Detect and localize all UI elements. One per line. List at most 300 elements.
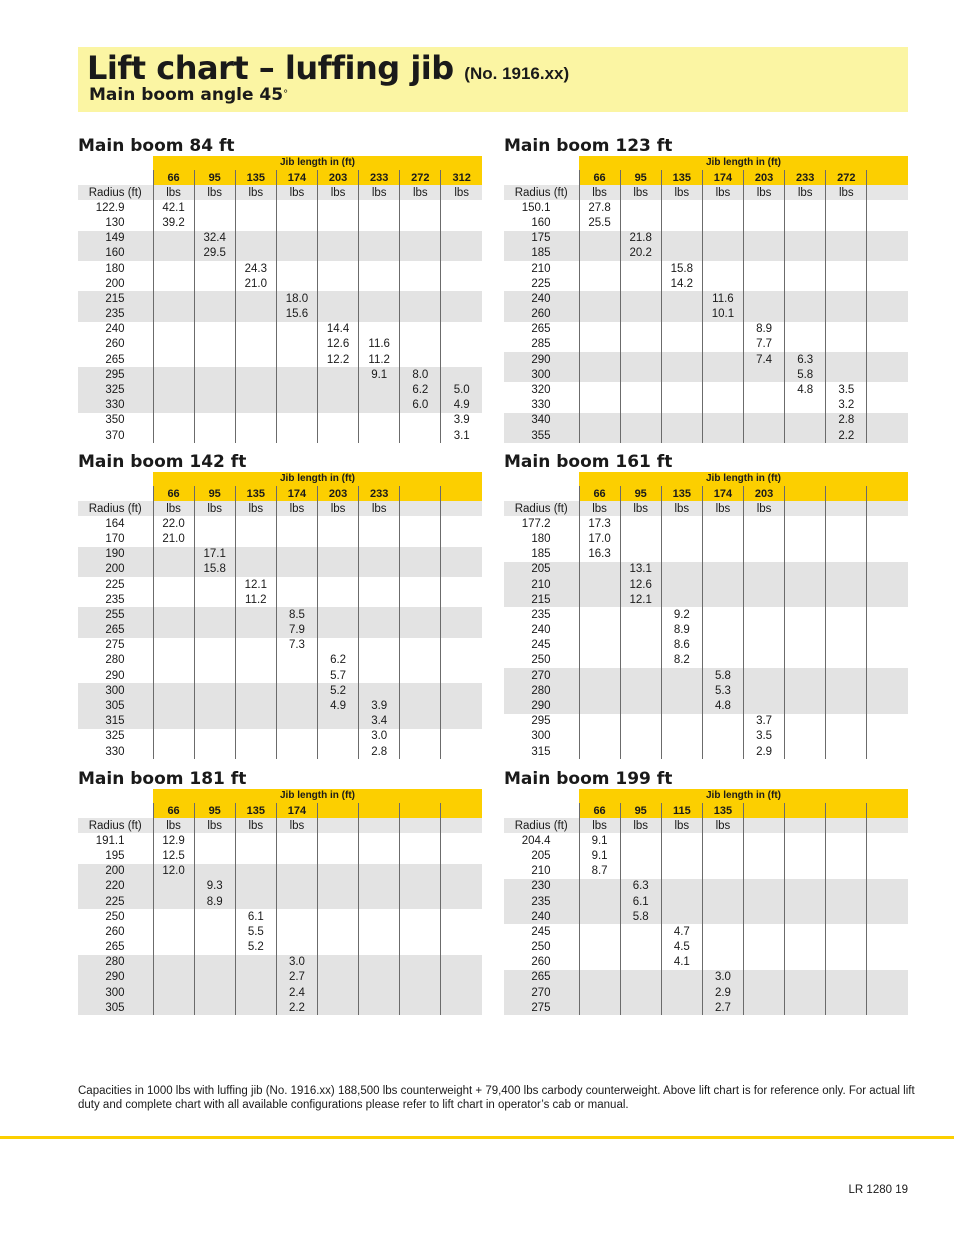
capacity-cell: 6.3: [620, 879, 661, 894]
table-row: [504, 246, 908, 261]
corner-cell: [504, 789, 579, 803]
table-title: Main boom 181 ft: [78, 769, 247, 789]
radius-cell: 245: [504, 924, 579, 939]
capacity-cell: 11.6: [359, 337, 400, 352]
jib-length-col-header: 174: [276, 803, 317, 818]
capacity-cell: [441, 894, 482, 909]
capacity-cell: [441, 562, 482, 577]
capacity-cell: [744, 668, 785, 683]
radius-cell: 180: [78, 261, 153, 276]
capacity-cell: [318, 413, 359, 428]
capacity-cell: [785, 276, 826, 291]
capacity-cell: [276, 940, 317, 955]
capacity-cell: [702, 653, 743, 668]
radius-label: Radius (ft): [78, 818, 153, 833]
table-row: [78, 413, 482, 428]
capacity-cell: [744, 683, 785, 698]
capacity-cell: 6.1: [235, 909, 276, 924]
jib-length-col-header: 203: [318, 486, 359, 501]
capacity-cell: [620, 291, 661, 306]
capacity-cell: [744, 246, 785, 261]
capacity-cell: [579, 562, 620, 577]
capacity-cell: 3.9: [359, 698, 400, 713]
capacity-cell: [359, 864, 400, 879]
capacity-cell: 27.8: [579, 200, 620, 215]
capacity-cell: [661, 909, 702, 924]
capacity-cell: [400, 531, 441, 546]
capacity-cell: [359, 200, 400, 215]
corner-cell: [504, 170, 579, 185]
capacity-cell: 9.1: [359, 367, 400, 382]
table-row: [78, 607, 482, 622]
capacity-cell: [153, 985, 194, 1000]
capacity-cell: 21.0: [235, 276, 276, 291]
jib-length-header: Jib length in (ft): [153, 156, 482, 170]
capacity-cell: [441, 607, 482, 622]
capacity-cell: [579, 879, 620, 894]
capacity-cell: [620, 398, 661, 413]
radius-cell: 350: [78, 413, 153, 428]
capacity-cell: [276, 231, 317, 246]
capacity-cell: [153, 562, 194, 577]
capacity-cell: 2.2: [276, 1000, 317, 1015]
capacity-cell: [153, 592, 194, 607]
capacity-cell: [400, 729, 441, 744]
capacity-cell: [744, 848, 785, 863]
capacity-cell: [785, 562, 826, 577]
table-title: Main boom 199 ft: [504, 769, 673, 789]
table-row: [78, 276, 482, 291]
capacity-cell: 7.9: [276, 623, 317, 638]
capacity-cell: [785, 985, 826, 1000]
capacity-cell: [579, 894, 620, 909]
capacity-cell: [661, 894, 702, 909]
table-row: [78, 653, 482, 668]
capacity-cell: 12.9: [153, 833, 194, 848]
capacity-cell: 25.5: [579, 215, 620, 230]
capacity-cell: 3.0: [359, 729, 400, 744]
capacity-cell: [153, 307, 194, 322]
jib-length-header-row: [504, 472, 908, 486]
capacity-cell: [441, 231, 482, 246]
jib-length-col-header: 95: [194, 803, 235, 818]
capacity-cell: [235, 337, 276, 352]
capacity-cell: [153, 924, 194, 939]
capacity-cell: 2.4: [276, 985, 317, 1000]
capacity-cell: [318, 291, 359, 306]
capacity-cell: [620, 261, 661, 276]
capacity-cell: [318, 592, 359, 607]
capacity-cell: [359, 276, 400, 291]
capacity-cell: [194, 924, 235, 939]
capacity-cell: [702, 428, 743, 443]
capacity-cell: [276, 668, 317, 683]
capacity-cell: [400, 909, 441, 924]
capacity-cell: [867, 562, 908, 577]
capacity-cell: [785, 413, 826, 428]
capacity-cell: [867, 653, 908, 668]
capacity-cell: [318, 985, 359, 1000]
capacity-cell: 8.2: [661, 653, 702, 668]
jib-length-header: Jib length in (ft): [579, 472, 908, 486]
capacity-cell: 12.6: [620, 577, 661, 592]
capacity-cell: [867, 833, 908, 848]
jib-length-header: Jib length in (ft): [153, 472, 482, 486]
capacity-cell: 5.5: [235, 924, 276, 939]
unit-cell: lbs: [235, 185, 276, 200]
capacity-cell: [359, 1000, 400, 1015]
radius-cell: 340: [504, 413, 579, 428]
capacity-cell: [194, 848, 235, 863]
capacity-cell: [153, 653, 194, 668]
capacity-cell: [441, 698, 482, 713]
capacity-cell: [276, 516, 317, 531]
capacity-cell: [826, 940, 867, 955]
capacity-cell: [579, 924, 620, 939]
capacity-cell: [785, 924, 826, 939]
unit-cell: lbs: [702, 818, 743, 833]
jib-length-col-header: [826, 803, 867, 818]
unit-cell: lbs: [235, 818, 276, 833]
unit-cell: lbs: [579, 818, 620, 833]
capacity-cell: [153, 638, 194, 653]
unit-cell: [400, 818, 441, 833]
capacity-cell: [276, 698, 317, 713]
capacity-cell: [785, 623, 826, 638]
capacity-cell: [826, 516, 867, 531]
capacity-cell: [153, 683, 194, 698]
table-row: [78, 547, 482, 562]
capacity-cell: [620, 215, 661, 230]
capacity-cell: [153, 970, 194, 985]
table-row: [78, 291, 482, 306]
capacity-cell: [194, 367, 235, 382]
capacity-cell: 5.7: [318, 668, 359, 683]
capacity-cell: [194, 215, 235, 230]
capacity-cell: [702, 547, 743, 562]
capacity-cell: [744, 367, 785, 382]
table-row: [504, 322, 908, 337]
table-row: [78, 668, 482, 683]
radius-cell: 355: [504, 428, 579, 443]
jib-length-header-row: [78, 789, 482, 803]
capacity-cell: [579, 322, 620, 337]
radius-cell: 235: [78, 307, 153, 322]
capacity-cell: [276, 215, 317, 230]
capacity-cell: 12.0: [153, 864, 194, 879]
capacity-cell: 21.8: [620, 231, 661, 246]
jib-length-col-header: [400, 486, 441, 501]
capacity-cell: [359, 894, 400, 909]
capacity-cell: [441, 246, 482, 261]
table-row: [504, 231, 908, 246]
capacity-cell: [400, 352, 441, 367]
capacity-cell: [400, 683, 441, 698]
radius-cell: 260: [78, 337, 153, 352]
capacity-cell: [359, 879, 400, 894]
capacity-cell: [153, 744, 194, 759]
capacity-cell: [867, 683, 908, 698]
radius-cell: 210: [504, 864, 579, 879]
table-title: Main boom 123 ft: [504, 136, 673, 156]
table-row: [78, 592, 482, 607]
capacity-cell: [400, 413, 441, 428]
capacity-cell: [620, 516, 661, 531]
capacity-cell: [400, 1000, 441, 1015]
table-row: [78, 985, 482, 1000]
capacity-cell: 3.7: [744, 714, 785, 729]
unit-cell: lbs: [702, 185, 743, 200]
capacity-cell: [867, 864, 908, 879]
capacity-cell: [276, 398, 317, 413]
units-row: [504, 501, 908, 516]
capacity-cell: [826, 879, 867, 894]
capacity-cell: [441, 215, 482, 230]
capacity-cell: [867, 398, 908, 413]
capacity-cell: [661, 428, 702, 443]
unit-cell: lbs: [359, 501, 400, 516]
capacity-cell: [620, 337, 661, 352]
capacity-cell: [441, 668, 482, 683]
capacity-cell: [194, 531, 235, 546]
unit-cell: lbs: [194, 818, 235, 833]
capacity-cell: 2.9: [702, 985, 743, 1000]
capacity-cell: [579, 683, 620, 698]
capacity-cell: [359, 638, 400, 653]
capacity-cell: [441, 1000, 482, 1015]
capacity-cell: [318, 428, 359, 443]
jib-length-col-header: [785, 803, 826, 818]
capacity-cell: [359, 833, 400, 848]
radius-cell: 290: [504, 698, 579, 713]
capacity-cell: [661, 246, 702, 261]
table-row: [504, 985, 908, 1000]
capacity-cell: [826, 261, 867, 276]
capacity-cell: [785, 955, 826, 970]
capacity-cell: [441, 879, 482, 894]
capacity-cell: 8.9: [661, 623, 702, 638]
capacity-cell: [867, 547, 908, 562]
capacity-cell: [702, 638, 743, 653]
radius-cell: 190: [78, 547, 153, 562]
capacity-cell: [826, 322, 867, 337]
unit-cell: [400, 501, 441, 516]
table-row: [78, 352, 482, 367]
capacity-cell: [744, 879, 785, 894]
table-row: [504, 531, 908, 546]
capacity-cell: [359, 413, 400, 428]
capacity-cell: [744, 940, 785, 955]
lift-table-181ft: [78, 769, 482, 1015]
degree-symbol: °: [283, 89, 289, 100]
capacity-cell: [153, 322, 194, 337]
capacity-cell: [194, 698, 235, 713]
capacity-cell: [235, 970, 276, 985]
unit-cell: lbs: [235, 501, 276, 516]
capacity-cell: [661, 698, 702, 713]
capacity-cell: 39.2: [153, 215, 194, 230]
jib-length-col-header: [318, 803, 359, 818]
capacity-cell: [867, 322, 908, 337]
capacity-cell: [620, 607, 661, 622]
capacity-cell: [867, 698, 908, 713]
capacity-cell: [235, 547, 276, 562]
capacity-cell: [235, 531, 276, 546]
capacity-cell: 6.2: [400, 382, 441, 397]
capacity-cell: [702, 322, 743, 337]
capacity-cell: [620, 382, 661, 397]
jib-length-col-header: 272: [400, 170, 441, 185]
radius-cell: 164: [78, 516, 153, 531]
capacity-cell: 13.1: [620, 562, 661, 577]
capacity-cell: [441, 307, 482, 322]
radius-cell: 260: [504, 955, 579, 970]
capacity-cell: [153, 668, 194, 683]
capacity-cell: [702, 531, 743, 546]
capacity-cell: [441, 577, 482, 592]
capacity-cell: [318, 398, 359, 413]
capacity-cell: [867, 955, 908, 970]
capacity-cell: [620, 848, 661, 863]
radius-cell: 275: [78, 638, 153, 653]
capacity-cell: 7.4: [744, 352, 785, 367]
capacity-cell: [826, 276, 867, 291]
table-row: [78, 577, 482, 592]
capacity-cell: [276, 352, 317, 367]
capacity-cell: [194, 322, 235, 337]
capacity-cell: [785, 577, 826, 592]
capacity-cell: [235, 291, 276, 306]
jib-length-col-header: [400, 803, 441, 818]
capacity-cell: [153, 261, 194, 276]
capacity-cell: 22.0: [153, 516, 194, 531]
capacity-cell: [620, 531, 661, 546]
capacity-cell: [867, 307, 908, 322]
capacity-cell: [826, 215, 867, 230]
capacity-cell: [276, 547, 317, 562]
capacity-cell: [785, 638, 826, 653]
capacity-cell: [620, 623, 661, 638]
capacity-cell: [867, 623, 908, 638]
capacity-cell: [194, 623, 235, 638]
capacity-cell: [661, 200, 702, 215]
page-title-text: Lift chart – luffing jib: [87, 49, 454, 87]
capacity-cell: 17.3: [579, 516, 620, 531]
corner-cell: [78, 789, 153, 803]
capacity-cell: 4.1: [661, 955, 702, 970]
capacity-cell: [359, 562, 400, 577]
capacity-cell: [620, 200, 661, 215]
table-row: [504, 382, 908, 397]
capacity-cell: [235, 744, 276, 759]
capacity-cell: [579, 729, 620, 744]
jib-length-col-header: 95: [620, 170, 661, 185]
capacity-cell: [400, 322, 441, 337]
table-row: [504, 261, 908, 276]
capacity-cell: [867, 638, 908, 653]
capacity-cell: [702, 833, 743, 848]
capacity-cell: [359, 607, 400, 622]
capacity-cell: [318, 729, 359, 744]
capacity-cell: [867, 367, 908, 382]
jib-length-header-row: [504, 156, 908, 170]
jib-length-col-header: 66: [579, 803, 620, 818]
capacity-cell: [441, 864, 482, 879]
capacity-cell: [400, 864, 441, 879]
capacity-cell: [400, 291, 441, 306]
capacity-cell: [400, 924, 441, 939]
capacity-cell: [194, 683, 235, 698]
radius-cell: 300: [504, 367, 579, 382]
table-row: [78, 516, 482, 531]
unit-cell: [744, 818, 785, 833]
radius-cell: 205: [504, 562, 579, 577]
capacity-cell: [744, 924, 785, 939]
capacity-cell: [318, 638, 359, 653]
unit-cell: lbs: [579, 185, 620, 200]
capacity-cell: [785, 668, 826, 683]
capacity-cell: [702, 382, 743, 397]
capacity-cell: 21.0: [153, 531, 194, 546]
capacity-cell: [579, 337, 620, 352]
capacity-cell: [826, 547, 867, 562]
capacity-cell: [194, 337, 235, 352]
capacity-cell: [826, 668, 867, 683]
unit-cell: lbs: [153, 818, 194, 833]
capacity-cell: 2.8: [359, 744, 400, 759]
capacity-cell: [744, 985, 785, 1000]
capacity-cell: [867, 909, 908, 924]
radius-cell: 170: [78, 531, 153, 546]
unit-cell: lbs: [826, 185, 867, 200]
radius-cell: 250: [504, 940, 579, 955]
units-row: [78, 501, 482, 516]
capacity-cell: [661, 864, 702, 879]
capacity-cell: [276, 653, 317, 668]
capacity-cell: [400, 246, 441, 261]
corner-cell: [504, 156, 579, 170]
unit-cell: lbs: [744, 501, 785, 516]
capacity-cell: [194, 307, 235, 322]
table-row: [78, 744, 482, 759]
footer-rule: [0, 1136, 954, 1139]
unit-cell: lbs: [359, 185, 400, 200]
capacity-cell: [400, 261, 441, 276]
radius-cell: 215: [78, 291, 153, 306]
capacity-cell: [579, 623, 620, 638]
jib-length-col-header: 95: [620, 486, 661, 501]
table-row: [78, 231, 482, 246]
capacity-cell: [826, 970, 867, 985]
capacity-cell: [661, 729, 702, 744]
capacity-cell: [702, 231, 743, 246]
capacity-cell: [276, 337, 317, 352]
capacity-cell: [235, 562, 276, 577]
capacity-cell: 4.7: [661, 924, 702, 939]
capacity-cell: [318, 894, 359, 909]
capacity-cell: [194, 744, 235, 759]
capacity-cell: [318, 382, 359, 397]
table-row: [504, 714, 908, 729]
table-row: [504, 428, 908, 443]
unit-cell: lbs: [620, 501, 661, 516]
capacity-cell: [620, 714, 661, 729]
unit-cell: [867, 185, 908, 200]
capacity-cell: [318, 955, 359, 970]
jib-length-col-header: [867, 170, 908, 185]
capacity-cell: [620, 985, 661, 1000]
capacity-cell: [702, 744, 743, 759]
